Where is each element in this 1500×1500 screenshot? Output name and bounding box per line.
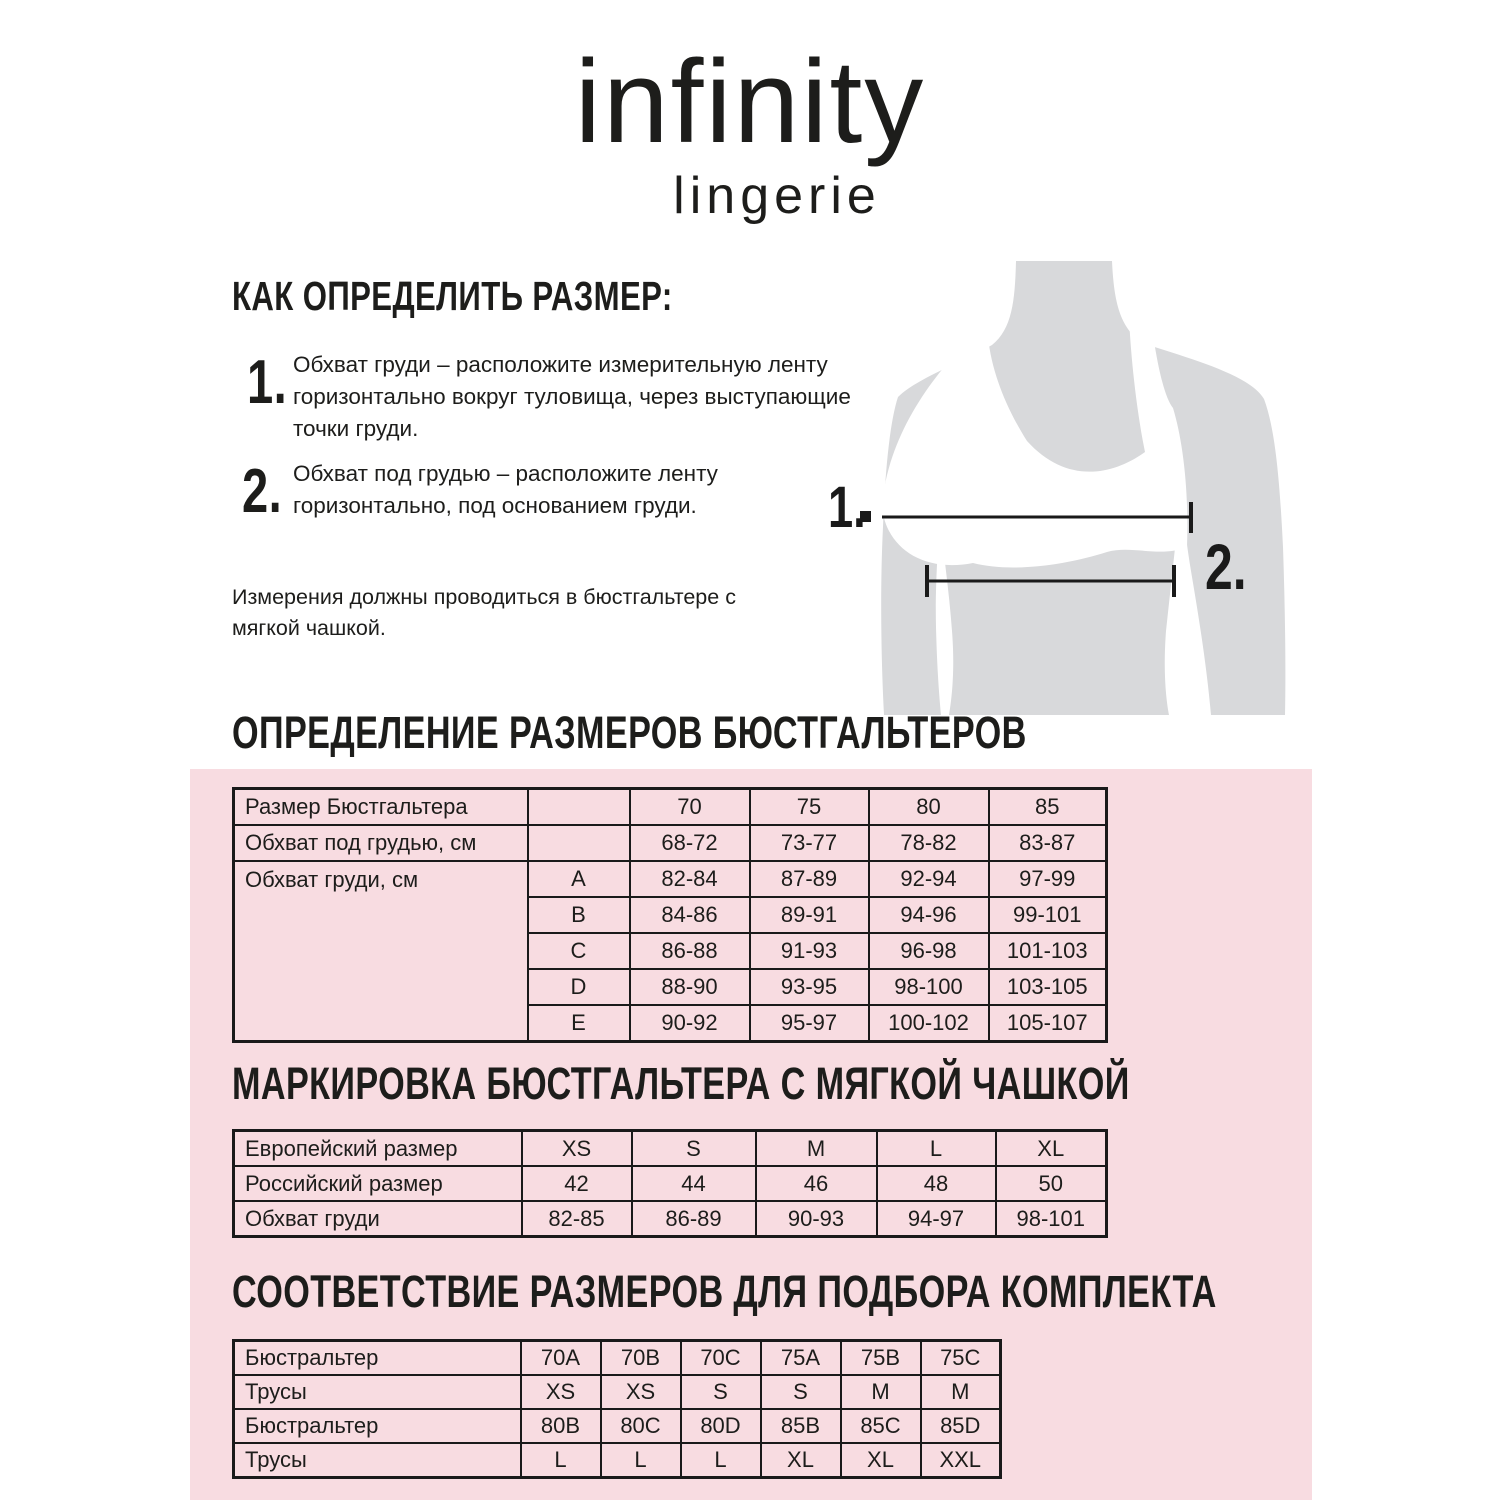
table-cell: 73-77 <box>750 825 869 861</box>
table-cell: 70A <box>521 1341 601 1376</box>
table-cell: XXL <box>921 1443 1001 1478</box>
table-cell: 82-84 <box>630 861 750 897</box>
how-to-title: КАК ОПРЕДЕЛИТЬ РАЗМЕР: <box>232 273 673 319</box>
table-cell: 95-97 <box>750 1005 869 1042</box>
table-cell: 84-86 <box>630 897 750 933</box>
step-number-1: 1. <box>247 348 288 417</box>
underbust-line-label: 2. <box>1205 532 1247 604</box>
table-cell: L <box>601 1443 681 1478</box>
table-cell: 94-96 <box>869 897 989 933</box>
bust-line-label: 1. <box>828 475 866 541</box>
table-row <box>234 1166 1107 1201</box>
table-cell: XL <box>841 1443 921 1478</box>
set-match-table-title: СООТВЕТСТВИЕ РАЗМЕРОВ ДЛЯ ПОДБОРА КОМПЛЕКТА <box>232 1266 1217 1317</box>
table-cell: 42 <box>522 1166 632 1201</box>
table-cell: 44 <box>632 1166 756 1201</box>
table-cell: 80C <box>601 1409 681 1443</box>
table-cell: Обхват груди <box>234 1201 522 1237</box>
table-cell: XS <box>601 1375 681 1409</box>
brand-logo <box>0 36 1500 225</box>
table-cell: 85 <box>989 789 1107 826</box>
table-cell <box>528 789 630 826</box>
table-cell: 97-99 <box>989 861 1107 897</box>
table-cell: M <box>921 1375 1001 1409</box>
table-cell: 85C <box>841 1409 921 1443</box>
table-cell: 98-100 <box>869 969 989 1005</box>
table-row <box>234 789 1107 826</box>
table-cell: Размер Бюстгальтера <box>234 789 528 826</box>
table-cell: Трусы <box>234 1375 521 1409</box>
table-cell: 80B <box>521 1409 601 1443</box>
table-row <box>234 1443 1001 1478</box>
table-cell: 75B <box>841 1341 921 1376</box>
table-cell: D <box>528 969 630 1005</box>
table-cell: 87-89 <box>750 861 869 897</box>
soft-cup-table-title: МАРКИРОВКА БЮСТГАЛЬТЕРА С МЯГКОЙ ЧАШКОЙ <box>232 1058 1130 1109</box>
brand-name: infinity <box>574 36 926 168</box>
soft-cup-marking-table <box>232 1129 1108 1238</box>
table-cell: 75A <box>761 1341 841 1376</box>
table-cell: 68-72 <box>630 825 750 861</box>
table-cell: Российский размер <box>234 1166 522 1201</box>
table-cell: L <box>521 1443 601 1478</box>
brand-subtitle: lingerie <box>673 166 881 225</box>
table-cell: 90-92 <box>630 1005 750 1042</box>
table-cell: Европейский размер <box>234 1131 522 1167</box>
table-row <box>234 1409 1001 1443</box>
table-cell: 100-102 <box>869 1005 989 1042</box>
table-cell: 83-87 <box>989 825 1107 861</box>
table-cell: 48 <box>877 1166 996 1201</box>
table-cell: 80 <box>869 789 989 826</box>
table-cell: S <box>632 1131 756 1167</box>
table-cell: M <box>841 1375 921 1409</box>
table-row <box>234 825 1107 861</box>
table-cell: 46 <box>756 1166 877 1201</box>
table-cell: 105-107 <box>989 1005 1107 1042</box>
table-cell: 82-85 <box>522 1201 632 1237</box>
table-cell: 90-93 <box>756 1201 877 1237</box>
table-cell: 99-101 <box>989 897 1107 933</box>
table-cell: E <box>528 1005 630 1042</box>
table-cell: XS <box>521 1375 601 1409</box>
table-cell: Бюстральтер <box>234 1409 521 1443</box>
table-cell: 85B <box>761 1409 841 1443</box>
table-cell: 86-89 <box>632 1201 756 1237</box>
table-cell: 96-98 <box>869 933 989 969</box>
table-cell: 94-97 <box>877 1201 996 1237</box>
table-cell: S <box>761 1375 841 1409</box>
measurement-figure-illustration <box>820 255 1300 715</box>
table-cell: 91-93 <box>750 933 869 969</box>
table-cell: Трусы <box>234 1443 521 1478</box>
table-cell: L <box>877 1131 996 1167</box>
table-cell <box>528 825 630 861</box>
table-cell: 70C <box>681 1341 761 1376</box>
set-matching-table <box>232 1339 1002 1479</box>
step-number-2: 2. <box>242 457 283 526</box>
table-cell: 103-105 <box>989 969 1107 1005</box>
table-cell: 98-101 <box>996 1201 1107 1237</box>
table-cell: 85D <box>921 1409 1001 1443</box>
table-cell: 80D <box>681 1409 761 1443</box>
table-cell: XL <box>761 1443 841 1478</box>
table-row <box>234 861 1107 897</box>
table-cell: Бюстральтер <box>234 1341 521 1376</box>
table-cell: C <box>528 933 630 969</box>
table-cell: S <box>681 1375 761 1409</box>
table-cell: Обхват груди, см <box>234 861 528 1042</box>
table-row <box>234 1341 1001 1376</box>
table-cell: 86-88 <box>630 933 750 969</box>
table-cell: 75C <box>921 1341 1001 1376</box>
step-text-2: Обхват под грудью – расположите ленту горизонтально, под основанием груди. <box>293 461 718 518</box>
table-row <box>234 1201 1107 1237</box>
table-cell: M <box>756 1131 877 1167</box>
table-cell: XS <box>522 1131 632 1167</box>
table-cell: 70 <box>630 789 750 826</box>
step-text-1: Обхват груди – расположите измерительную ленту горизонтально вокруг туловища, через выступающие точки груди. <box>293 352 851 441</box>
table-cell: XL <box>996 1131 1107 1167</box>
table-cell: 92-94 <box>869 861 989 897</box>
table-cell: A <box>528 861 630 897</box>
table-cell: 75 <box>750 789 869 826</box>
table-cell: 70B <box>601 1341 681 1376</box>
table-cell: Обхват под грудью, см <box>234 825 528 861</box>
table-cell: L <box>681 1443 761 1478</box>
table-cell: 89-91 <box>750 897 869 933</box>
table-row <box>234 1375 1001 1409</box>
measurement-note: Измерения должны проводиться в бюстгальтере с мягкой чашкой. <box>232 585 736 641</box>
table-cell: 50 <box>996 1166 1107 1201</box>
table-cell: 78-82 <box>869 825 989 861</box>
table-row <box>234 1131 1107 1167</box>
table-cell: 88-90 <box>630 969 750 1005</box>
table-cell: 93-95 <box>750 969 869 1005</box>
bra-size-table <box>232 787 1108 1043</box>
bra-size-table-title: ОПРЕДЕЛЕНИЕ РАЗМЕРОВ БЮСТГАЛЬТЕРОВ <box>232 707 1027 758</box>
table-cell: 101-103 <box>989 933 1107 969</box>
table-cell: B <box>528 897 630 933</box>
